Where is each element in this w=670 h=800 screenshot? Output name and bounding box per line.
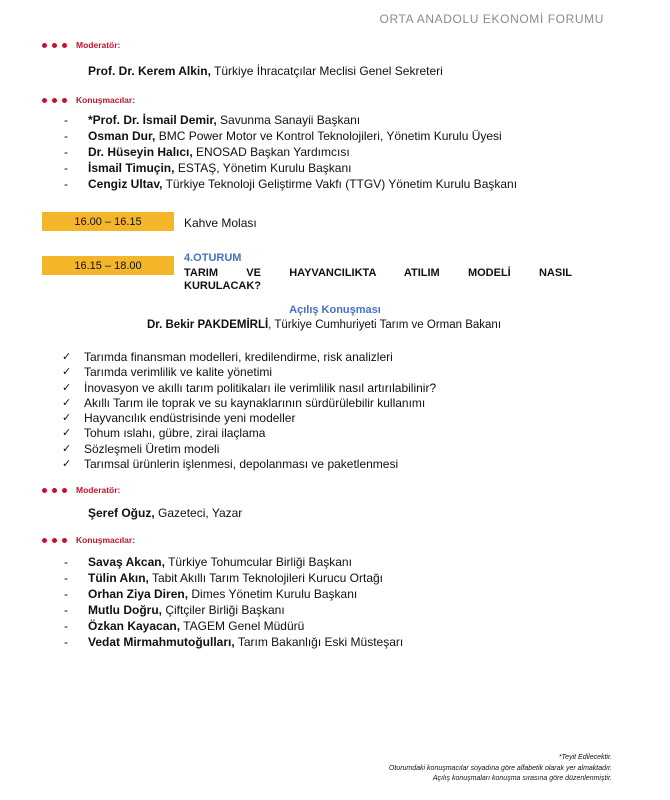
- list-item: - Mutlu Doğru, Çiftçiler Birliği Başkanı: [64, 603, 285, 617]
- list-item: - Cengiz Ultav, Türkiye Teknoloji Geliştirme Vakfı (TTGV) Yönetim Kurulu Başkanı: [64, 177, 518, 191]
- check-icon: ✓: [62, 351, 72, 363]
- check-icon: ✓: [62, 366, 72, 379]
- footnotes: [389, 753, 612, 785]
- list-item: ✓ Hayvancılık endüstrisinde yeni modeller: [62, 411, 296, 426]
- opening-speech-label: Açılış Konuşması: [289, 304, 381, 316]
- moderator-label-text: Moderatör:: [76, 40, 121, 50]
- check-icon: ✓: [62, 458, 72, 471]
- list-item: - *Prof. Dr. İsmail Demir, Savunma Sanayii Başkanı: [64, 113, 361, 127]
- list-item: ✓ Tarımsal ürünlerin işlenmesi, depolanması ve paketlenmesi: [62, 457, 399, 472]
- topic-list: [62, 350, 436, 472]
- list-item: ✓ Akıllı Tarım ile toprak ve su kaynaklarının sürdürülebilir kullanımı: [62, 395, 426, 410]
- opening-speaker: [0, 319, 648, 331]
- moderator-label-text: Moderatör:: [76, 485, 121, 495]
- break-time-box: 16.00 – 16.15: [42, 212, 174, 231]
- list-item: - Osman Dur, BMC Power Motor ve Kontrol Teknolojileri, Yönetim Kurulu Üyesi: [64, 129, 502, 143]
- opening-speaker-name: Dr. Bekir PAKDEMİRLİ: [146, 319, 269, 331]
- check-icon: ✓: [62, 412, 72, 425]
- list-item: ✓ İnovasyon ve akıllı tarım politikaları ile verimlilik nasıl artırılabilinir?: [62, 380, 437, 395]
- forum-header: ORTA ANADOLU EKONOMİ FORUMU: [379, 12, 604, 26]
- break-label: Kahve Molası: [184, 216, 257, 230]
- list-item: ✓ Sözleşmeli Üretim modeli: [62, 441, 220, 456]
- check-icon: ✓: [62, 427, 72, 440]
- speakers-label-text: Konuşmacılar:: [76, 535, 136, 545]
- opening-speaker-title: , Türkiye Cumhuriyeti Tarım ve Orman Bakanı: [268, 319, 502, 331]
- check-icon: ✓: [62, 396, 72, 409]
- speakers-label: [42, 535, 135, 545]
- list-item: - Tülin Akın, Tabit Akıllı Tarım Teknolojileri Kurucu Ortağı: [64, 571, 383, 585]
- session-title: TARIM VE HAYVANCILIKTA ATILIM MODELİ NASIL: [184, 267, 572, 279]
- moderator-name: Şeref Oğuz,: [88, 506, 155, 520]
- list-item: - Savaş Akcan, Türkiye Tohumcular Birliği Başkanı: [64, 555, 352, 569]
- bullet-dots-icon: [42, 538, 67, 543]
- footnote: *Teyit Edilecektir.: [558, 754, 612, 761]
- session-number: 4.OTURUM: [184, 252, 242, 264]
- speakers-label: [42, 95, 135, 105]
- moderator-label: [42, 40, 120, 50]
- moderator-line: [88, 506, 242, 520]
- footnote: Açılış konuşmaları konuşma sırasına göre düzenlenmiştir.: [432, 775, 612, 782]
- bullet-dots-icon: [42, 98, 67, 103]
- session-time-box: 16.15 – 18.00: [42, 256, 174, 275]
- speaker-list: [64, 554, 403, 650]
- list-item: - İsmail Timuçin, ESTAŞ, Yönetim Kurulu Başkanı: [64, 161, 352, 175]
- list-item: ✓ Tarımda finansman modelleri, kredilendirme, risk analizleri: [62, 350, 393, 364]
- list-item: ✓ Tarımda verimlilik ve kalite yönetimi: [62, 365, 273, 380]
- footnote: Oturumdaki konuşmacılar soyadına göre alfabetik olarak yer almaktadır.: [388, 764, 612, 772]
- speakers-label-text: Konuşmacılar:: [76, 95, 136, 105]
- moderator-name: Prof. Dr. Kerem Alkin,: [88, 64, 211, 78]
- moderator-title: Türkiye İhracatçılar Meclisi Genel Sekreteri: [210, 64, 443, 78]
- moderator-label: [42, 485, 120, 495]
- list-item: - Dr. Hüseyin Halıcı, ENOSAD Başkan Yardımcısı: [64, 145, 350, 159]
- bullet-dots-icon: [42, 488, 67, 493]
- moderator-line: [88, 64, 443, 78]
- speaker-list: [64, 112, 517, 192]
- check-icon: ✓: [62, 442, 72, 455]
- list-item: - Orhan Ziya Diren, Dimes Yönetim Kurulu Başkanı: [64, 587, 358, 601]
- moderator-title: Gazeteci, Yazar: [154, 506, 243, 520]
- list-item: - Vedat Mirmahmutoğulları, Tarım Bakanlığı Eski Müsteşarı: [64, 635, 404, 649]
- list-item: - Özkan Kayacan, TAGEM Genel Müdürü: [64, 619, 305, 633]
- session-title-cont: KURULACAK?: [184, 280, 261, 292]
- check-icon: ✓: [62, 381, 72, 394]
- list-item: ✓ Tohum ıslahı, gübre, zirai ilaçlama: [62, 426, 266, 441]
- bullet-dots-icon: [42, 43, 67, 48]
